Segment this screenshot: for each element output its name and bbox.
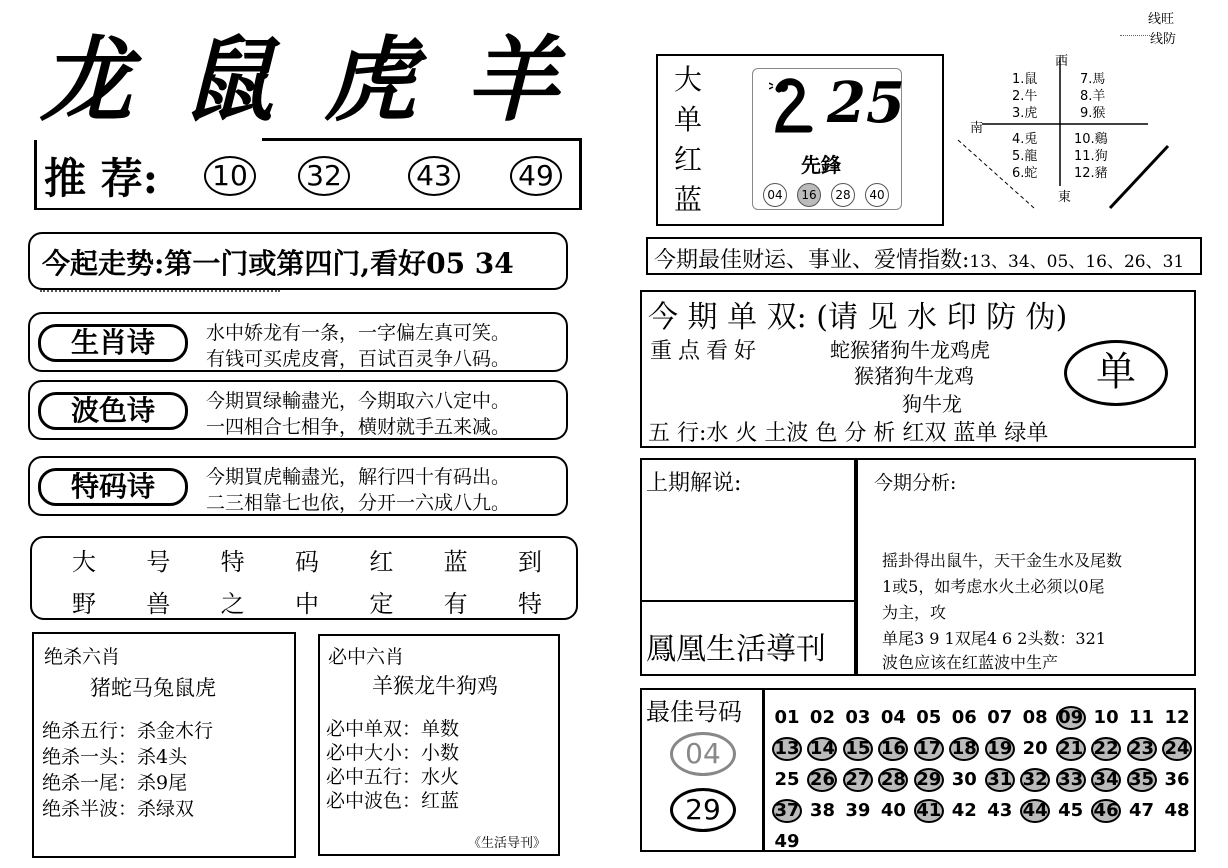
divider xyxy=(642,600,856,604)
poem-tag: 生肖诗 xyxy=(38,324,188,362)
number-cell: 26 xyxy=(807,768,837,792)
explain-box xyxy=(640,458,1196,676)
zodiac-item: 9.猴 xyxy=(1080,106,1106,121)
fortune-values: 13、34、05、16、26、31 xyxy=(969,252,1185,272)
pioneer-label: 先鋒 xyxy=(801,153,841,177)
number-cell: 14 xyxy=(807,737,837,761)
number-cell: 10 xyxy=(1093,707,1119,728)
number-cell: 45 xyxy=(1058,800,1084,821)
corner-note: 线防 xyxy=(1150,32,1177,47)
zodiac-item: 6.蛇 xyxy=(1012,166,1038,181)
must-line: 必中波色：红蓝 xyxy=(326,790,460,812)
number-cell: 08 xyxy=(1022,707,1048,728)
divider xyxy=(262,138,582,141)
slogan-char: 蓝 xyxy=(443,548,468,576)
divider xyxy=(854,460,858,674)
zodiac-item: 1.鼠 xyxy=(1012,72,1038,87)
poem-line: 一四相合七相争，横财就手五来减。 xyxy=(206,416,511,438)
number-cell: 38 xyxy=(809,800,835,821)
poem-tag: 波色诗 xyxy=(38,392,188,430)
poem-line: 今期買虎輸盡光，解行四十有码出。 xyxy=(206,466,511,488)
number-cell: 22 xyxy=(1091,737,1121,761)
pioneer-ball: 40 xyxy=(865,183,889,207)
number-row xyxy=(772,733,1192,764)
focus-label: 重点看好 xyxy=(650,339,763,364)
number-cell: 39 xyxy=(845,800,871,821)
best-pick: 04 xyxy=(670,732,736,776)
analysis-line: 1或5，如考虑水火土必须以0尾 xyxy=(882,577,1105,596)
slogan-row xyxy=(72,542,542,577)
number-cell: 03 xyxy=(845,707,871,728)
zodiac-item: 10.鷄 xyxy=(1074,132,1108,147)
slogan-char: 码 xyxy=(294,548,319,576)
this-issue-label: 今期分析: xyxy=(874,472,957,494)
zodiac-item: 5.龍 xyxy=(1012,149,1038,164)
number-cell: 44 xyxy=(1020,799,1050,823)
number-cell: 29 xyxy=(914,768,944,792)
odd-stamp: 单 xyxy=(1064,340,1168,406)
kill-line: 绝杀半波：杀绿双 xyxy=(42,798,195,820)
slogan-char: 兽 xyxy=(146,590,171,618)
analysis-line: 波色应该在红蓝波中生产 xyxy=(882,653,1059,672)
last-issue-label: 上期解说: xyxy=(646,471,742,496)
number-cell: 15 xyxy=(843,737,873,761)
must-animals: 羊猴龙牛狗鸡 xyxy=(372,674,498,698)
recommend-label: 推 荐: xyxy=(44,154,159,203)
number-cell: 24 xyxy=(1162,737,1192,761)
slogan-char: 之 xyxy=(220,590,245,618)
poem-line: 二三相靠七也依，分开一六成八九。 xyxy=(206,492,511,514)
pioneer-glyph: 25 xyxy=(827,70,905,136)
zodiac-item: 4.兎 xyxy=(1012,132,1038,147)
pioneer-box xyxy=(656,54,944,226)
must-line: 必中大小：小数 xyxy=(326,742,460,764)
odd-even-title: 今 期 单 双: (请 见 水 印 防 伪) xyxy=(648,300,1068,335)
pioneer-inner xyxy=(752,68,905,210)
recommend-number: 49 xyxy=(510,156,562,196)
zodiac-poem xyxy=(28,312,568,372)
kill-line: 绝杀一尾：杀9尾 xyxy=(42,772,188,794)
poem-line: 水中娇龙有一条，一字偏左真可笑。 xyxy=(206,322,511,344)
number-cell: 05 xyxy=(916,707,942,728)
side-char: 单 xyxy=(674,103,703,136)
compass-west: 西 xyxy=(1055,54,1069,69)
focus-line: 狗牛龙 xyxy=(902,392,962,416)
side-char: 红 xyxy=(674,143,703,176)
number-cell: 18 xyxy=(949,737,979,761)
focus-line: 蛇猴猪狗牛龙鸡虎 xyxy=(830,338,990,362)
title-char: 鼠 xyxy=(181,26,276,134)
compass-south: 南 xyxy=(970,121,984,136)
number-cell: 30 xyxy=(951,769,977,790)
fortune-label: 今期最佳财运、事业、爱情指数: xyxy=(654,248,970,273)
slogan-char: 野 xyxy=(72,590,96,618)
trend-box: 今起走势:第一门或第四门,看好05 34 xyxy=(28,232,568,290)
kill-line: 绝杀一头：杀4头 xyxy=(42,746,188,768)
pioneer-side xyxy=(674,60,704,220)
number-cell: 28 xyxy=(878,768,908,792)
zodiac-item: 7.馬 xyxy=(1080,72,1106,87)
number-row xyxy=(772,826,1192,857)
title-char: 羊 xyxy=(465,26,560,134)
number-cell: 21 xyxy=(1056,737,1086,761)
number-cell: 36 xyxy=(1164,769,1190,790)
pioneer-ball: 28 xyxy=(831,183,855,207)
analysis-line: 摇卦得出鼠牛，天干金生水及尾数 xyxy=(882,551,1123,570)
number-cell: 16 xyxy=(878,737,908,761)
pioneer-ball: 04 xyxy=(763,183,787,207)
title-char: 虎 xyxy=(323,26,418,134)
number-row xyxy=(772,764,1192,795)
number-cell: 17 xyxy=(914,737,944,761)
number-cell: 37 xyxy=(772,799,802,823)
fortune-box xyxy=(646,237,1202,275)
number-cell: 32 xyxy=(1020,768,1050,792)
analysis-line: 为主，攻 xyxy=(882,603,947,622)
divider xyxy=(1120,28,1150,36)
number-cell: 12 xyxy=(1164,707,1190,728)
poem-line: 有钱可买虎皮膏，百试百灵争八码。 xyxy=(206,348,511,370)
title-char: 龙 xyxy=(40,26,135,134)
poem-line: 今期買绿輸盡光，今期取六八定中。 xyxy=(206,390,511,412)
slogan-char: 到 xyxy=(517,548,542,576)
number-cell: 01 xyxy=(774,707,800,728)
poem-tag: 特码诗 xyxy=(38,468,188,506)
zodiac-item: 3.虎 xyxy=(1012,106,1038,121)
number-cell: 42 xyxy=(951,800,977,821)
must-line: 必中单双：单数 xyxy=(326,718,460,740)
brand-name: 鳳凰生活導刊 xyxy=(646,632,826,667)
number-cell: 19 xyxy=(985,737,1015,761)
number-cell: 43 xyxy=(987,800,1013,821)
number-cell: 25 xyxy=(774,769,800,790)
number-cell: 31 xyxy=(985,768,1015,792)
number-cell: 34 xyxy=(1091,768,1121,792)
number-grid xyxy=(772,702,1192,857)
recommend-number: 43 xyxy=(408,156,460,196)
number-cell: 33 xyxy=(1056,768,1086,792)
kill-box xyxy=(32,632,296,858)
number-cell: 07 xyxy=(987,707,1013,728)
slogan-char: 定 xyxy=(369,590,394,618)
slogan-box xyxy=(30,536,578,620)
special-poem xyxy=(28,456,568,516)
must-box xyxy=(318,634,560,856)
analysis-line: 单尾3 9 1双尾4 6 2头数：321 xyxy=(882,629,1106,648)
number-cell: 46 xyxy=(1091,799,1121,823)
source-credit: 《生活导刊》 xyxy=(468,836,547,851)
slogan-char: 特 xyxy=(517,590,542,618)
side-char: 大 xyxy=(674,63,703,96)
number-cell: 11 xyxy=(1129,707,1155,728)
side-char: 蓝 xyxy=(674,183,703,216)
zodiac-item: 12.豬 xyxy=(1074,166,1108,181)
number-cell: 13 xyxy=(772,737,802,761)
number-cell: 49 xyxy=(774,831,800,852)
number-cell: 40 xyxy=(880,800,906,821)
number-cell: 48 xyxy=(1164,800,1190,821)
zodiac-item: 2.牛 xyxy=(1012,89,1038,104)
number-cell: 02 xyxy=(809,707,835,728)
odd-even-box xyxy=(640,290,1196,448)
slogan-char: 特 xyxy=(220,548,245,576)
number-cell: 04 xyxy=(880,707,906,728)
number-row xyxy=(772,702,1192,733)
number-cell: 35 xyxy=(1127,768,1157,792)
kill-title: 绝杀六肖 xyxy=(44,646,121,668)
slogan-row xyxy=(72,584,542,619)
color-poem xyxy=(28,380,568,440)
compass-east: 東 xyxy=(1058,190,1072,205)
slogan-char: 红 xyxy=(369,548,394,576)
must-title: 必中六肖 xyxy=(328,646,405,668)
corner-note: 线旺 xyxy=(1148,12,1175,27)
divider xyxy=(762,690,765,850)
slogan-char: 中 xyxy=(294,590,319,618)
page-title xyxy=(40,18,560,134)
zodiac-item: 11.狗 xyxy=(1074,149,1108,164)
focus-line: 猴猪狗牛龙鸡 xyxy=(854,364,974,388)
recommend-number: 10 xyxy=(204,156,256,196)
number-cell: 23 xyxy=(1127,737,1157,761)
slogan-char: 大 xyxy=(72,548,96,576)
best-label: 最佳号码 xyxy=(646,698,742,726)
number-cell: 09 xyxy=(1056,706,1086,730)
slogan-char: 号 xyxy=(146,548,171,576)
number-cell: 47 xyxy=(1129,800,1155,821)
five-elements-line: 五 行:水 火 土波 色 分 析 红双 蓝单 绿单 xyxy=(648,421,1049,446)
divider xyxy=(40,290,280,296)
recommend-number: 32 xyxy=(298,156,350,196)
zodiac-item: 8.羊 xyxy=(1080,89,1106,104)
pioneer-ball: 16 xyxy=(797,183,821,207)
kill-line: 绝杀五行：杀金木行 xyxy=(42,720,214,742)
best-pick: 29 xyxy=(670,788,736,832)
number-cell: 27 xyxy=(843,768,873,792)
number-cell: 20 xyxy=(1022,738,1048,759)
must-line: 必中五行：水火 xyxy=(326,766,460,788)
best-numbers-box xyxy=(640,688,1196,852)
number-cell: 06 xyxy=(951,707,977,728)
number-row xyxy=(772,795,1192,826)
kill-animals: 猪蛇马兔鼠虎 xyxy=(90,676,216,700)
number-cell: 41 xyxy=(914,799,944,823)
slogan-char: 有 xyxy=(443,590,468,618)
